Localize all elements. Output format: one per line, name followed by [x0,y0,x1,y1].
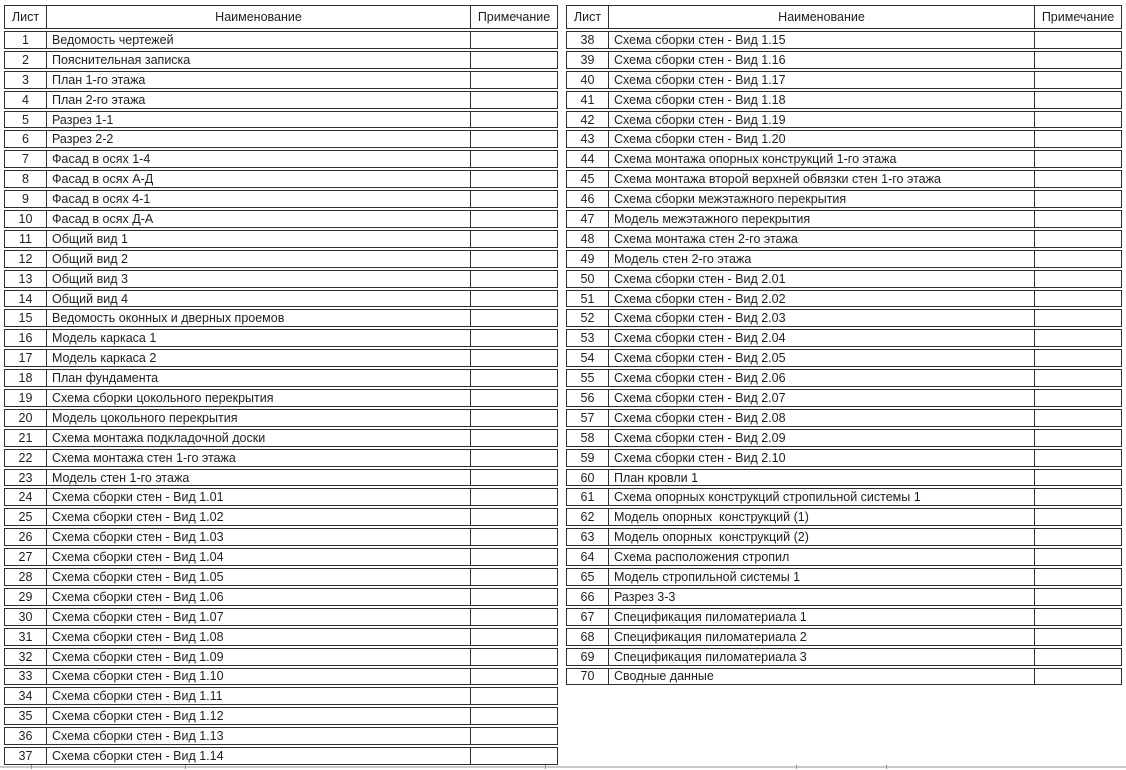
drawing-name-cell: Схема расположения стропил [614,550,790,565]
sheet-number-cell: 8 [5,171,47,187]
table-row [4,71,558,89]
table-row [566,309,1122,327]
bottom-line-tick [886,765,887,769]
sheet-number-cell: 40 [567,72,609,88]
sheet-number-cell: 60 [567,470,609,486]
drawing-name-cell: Модель опорных конструкций (2) [614,530,809,545]
sheet-number-cell: 56 [567,390,609,406]
note-cell [470,649,557,665]
sheet-number-cell: 58 [567,430,609,446]
note-cell [1034,629,1121,645]
sheet-number-cell: 5 [5,112,47,128]
sheet-number-cell: 51 [567,291,609,307]
table-row [566,628,1122,646]
table-row [566,548,1122,566]
drawing-name-cell: Модель межэтажного перекрытия [614,211,811,226]
table-header-row [4,5,558,29]
table-row [4,648,558,666]
drawing-name-cell: Схема сборки стен - Вид 1.12 [52,709,224,724]
sheet-number-cell: 28 [5,569,47,585]
table-row [4,389,558,407]
table-row [4,230,558,248]
drawing-name-cell: Схема сборки цокольного перекрытия [52,390,274,405]
drawing-name-cell: План кровли 1 [614,470,699,485]
sheet-number-cell: 31 [5,629,47,645]
table-row [566,528,1122,546]
note-cell [470,609,557,625]
drawing-name-cell: Схема сборки стен - Вид 1.04 [52,550,224,565]
drawing-name-cell: Фасад в осях А-Д [52,172,154,187]
drawing-name-cell: Спецификация пиломатериала 3 [614,649,807,664]
note-cell [1034,589,1121,605]
note-cell [1034,669,1121,685]
note-cell [470,151,557,167]
note-cell [470,370,557,386]
drawing-name-cell: Схема сборки стен - Вид 1.16 [614,52,786,67]
table-row [566,71,1122,89]
table-row [4,309,558,327]
table-row [566,31,1122,49]
drawing-name-cell: Модель стропильной системы 1 [614,569,801,584]
drawing-name-cell: Фасад в осях 1-4 [52,152,151,167]
sheet-number-cell: 34 [5,688,47,704]
sheet-number-cell: 33 [5,669,47,685]
note-cell [470,470,557,486]
sheet-number-cell: 68 [567,629,609,645]
note-cell [1034,52,1121,68]
sheet-number-cell: 7 [5,151,47,167]
table-row [4,210,558,228]
note-cell [470,669,557,685]
sheet-number-cell: 25 [5,509,47,525]
drawing-name-cell: Схема сборки стен - Вид 1.05 [52,569,224,584]
drawing-name-cell: Схема сборки стен - Вид 1.10 [52,669,224,684]
drawing-name-cell: Ведомость оконных и дверных проемов [52,311,285,326]
sheet-number-cell: 3 [5,72,47,88]
sheet-number-cell: 66 [567,589,609,605]
note-cell [470,52,557,68]
table-row [4,588,558,606]
drawing-name-cell: Схема сборки стен - Вид 1.09 [52,649,224,664]
drawing-name-cell: Схема сборки стен - Вид 2.09 [614,430,786,445]
sheet-number-cell: 17 [5,350,47,366]
drawing-name-cell: Схема сборки стен - Вид 1.18 [614,92,786,107]
note-cell [1034,151,1121,167]
note-cell [1034,390,1121,406]
table-row [4,668,558,686]
sheet-number-cell: 46 [567,191,609,207]
drawing-name-cell: Схема сборки стен - Вид 1.01 [52,490,224,505]
note-cell [470,569,557,585]
sheet-number-cell: 47 [567,211,609,227]
drawing-name-cell: Схема сборки стен - Вид 2.04 [614,331,786,346]
drawing-name-cell: Модель цокольного перекрытия [52,410,238,425]
table-row [566,329,1122,347]
column-header-name: Наименование [778,10,865,24]
table-row [566,608,1122,626]
table-row [4,369,558,387]
drawing-name-cell: Модель стен 1-го этажа [52,470,190,485]
note-cell [470,131,557,147]
drawing-name-cell: Схема сборки стен - Вид 1.20 [614,132,786,147]
table-row [4,429,558,447]
sheet-number-cell: 23 [5,470,47,486]
table-row [566,130,1122,148]
sheet-number-cell: 21 [5,430,47,446]
drawing-name-cell: Схема сборки стен - Вид 1.08 [52,629,224,644]
sheet-number-cell: 63 [567,529,609,545]
drawing-name-cell: Модель стен 2-го этажа [614,251,752,266]
drawing-name-cell: Разрез 2-2 [52,132,114,147]
note-cell [1034,330,1121,346]
sheet-number-cell: 29 [5,589,47,605]
table-row [566,389,1122,407]
sheet-number-cell: 69 [567,649,609,665]
drawing-name-cell: Фасад в осях Д-А [52,211,154,226]
drawing-name-cell: Модель каркаса 2 [52,351,157,366]
note-cell [1034,310,1121,326]
table-row [4,190,558,208]
sheet-number-cell: 65 [567,569,609,585]
note-cell [1034,509,1121,525]
sheet-number-cell: 22 [5,450,47,466]
drawing-name-cell: Схема сборки стен - Вид 2.05 [614,351,786,366]
note-cell [470,728,557,744]
drawing-name-cell: Схема сборки стен - Вид 1.07 [52,609,224,624]
table-row [4,250,558,268]
sheet-number-cell: 37 [5,748,47,764]
sheet-number-cell: 52 [567,310,609,326]
table-row [566,51,1122,69]
drawing-name-cell: Разрез 1-1 [52,112,114,127]
note-cell [470,92,557,108]
sheet-number-cell: 50 [567,271,609,287]
table-row [566,190,1122,208]
drawing-name-cell: План 1-го этажа [52,72,146,87]
table-row [566,648,1122,666]
table-row [566,469,1122,487]
note-cell [1034,211,1121,227]
drawing-register-table-right [566,5,1122,685]
drawing-name-cell: Спецификация пиломатериала 1 [614,609,807,624]
sheet-number-cell: 48 [567,231,609,247]
note-cell [470,211,557,227]
sheet-number-cell: 10 [5,211,47,227]
drawing-name-cell: Общий вид 4 [52,291,128,306]
drawing-name-cell: Спецификация пиломатериала 2 [614,629,807,644]
table-row [4,150,558,168]
drawing-name-cell: Схема сборки стен - Вид 2.01 [614,271,786,286]
note-cell [1034,370,1121,386]
sheet-number-cell: 15 [5,310,47,326]
table-row [4,91,558,109]
table-row [4,409,558,427]
drawing-name-cell: Пояснительная записка [52,52,191,67]
note-cell [470,390,557,406]
sheet-number-cell: 12 [5,251,47,267]
table-row [566,568,1122,586]
note-cell [470,310,557,326]
bottom-line-tick [796,765,797,769]
drawing-name-cell: Схема монтажа опорных конструкций 1-го этажа [614,152,897,167]
table-row [566,488,1122,506]
table-row [566,508,1122,526]
note-cell [470,748,557,764]
drawing-name-cell: Общий вид 2 [52,251,128,266]
drawing-name-cell: План фундамента [52,371,159,386]
sheet-number-cell: 20 [5,410,47,426]
table-row [4,31,558,49]
column-header-sheet: Лист [567,6,609,28]
note-cell [1034,569,1121,585]
sheet-number-cell: 18 [5,370,47,386]
sheet-number-cell: 64 [567,549,609,565]
note-cell [470,271,557,287]
sheet-number-cell: 39 [567,52,609,68]
bottom-line-tick [31,765,32,769]
table-row [566,449,1122,467]
note-cell [1034,430,1121,446]
drawing-name-cell: Схема сборки стен - Вид 1.06 [52,589,224,604]
drawing-name-cell: Схема сборки стен - Вид 1.02 [52,510,224,525]
note-cell [1034,231,1121,247]
drawing-name-cell: Схема сборки стен - Вид 1.13 [52,729,224,744]
table-row [566,290,1122,308]
table-row [4,469,558,487]
note-cell [470,330,557,346]
sheet-number-cell: 24 [5,489,47,505]
drawing-name-cell: Модель опорных конструкций (1) [614,510,809,525]
sheet-number-cell: 67 [567,609,609,625]
table-row [566,91,1122,109]
table-row [4,747,558,765]
table-row [4,488,558,506]
drawing-name-cell: Общий вид 3 [52,271,128,286]
drawing-name-cell: Схема сборки стен - Вид 2.02 [614,291,786,306]
table-row [4,270,558,288]
drawing-name-cell: Сводные данные [614,669,714,684]
note-cell [1034,291,1121,307]
note-cell [1034,191,1121,207]
drawing-name-cell: Схема сборки стен - Вид 2.08 [614,410,786,425]
note-cell [1034,609,1121,625]
table-row [566,250,1122,268]
table-header-row [566,5,1122,29]
sheet-number-cell: 11 [5,231,47,247]
note-cell [1034,549,1121,565]
bottom-line-tick [545,765,546,769]
note-cell [1034,131,1121,147]
note-cell [1034,72,1121,88]
sheet-number-cell: 36 [5,728,47,744]
table-row [4,508,558,526]
drawing-name-cell: Схема сборки стен - Вид 1.03 [52,530,224,545]
sheet-number-cell: 27 [5,549,47,565]
note-cell [470,350,557,366]
table-row [566,369,1122,387]
drawing-name-cell: Схема опорных конструкций стропильной системы 1 [614,490,921,505]
sheet-number-cell: 59 [567,450,609,466]
sheet-number-cell: 43 [567,131,609,147]
sheet-number-cell: 42 [567,112,609,128]
note-cell [470,489,557,505]
note-cell [1034,251,1121,267]
bottom-line-tick [185,765,186,769]
table-row [4,130,558,148]
table-row [4,548,558,566]
table-row [4,449,558,467]
drawing-name-cell: Схема монтажа стен 1-го этажа [52,450,236,465]
sheet-number-cell: 57 [567,410,609,426]
table-row [566,409,1122,427]
drawing-register-table-left [4,5,558,765]
drawing-name-cell: Схема сборки стен - Вид 1.11 [52,689,223,704]
sheet-number-cell: 32 [5,649,47,665]
note-cell [1034,112,1121,128]
note-cell [470,410,557,426]
sheet-number-cell: 6 [5,131,47,147]
note-cell [470,72,557,88]
table-row [4,51,558,69]
table-row [566,668,1122,686]
note-cell [470,529,557,545]
sheet-number-cell: 53 [567,330,609,346]
sheet-number-cell: 30 [5,609,47,625]
sheet-number-cell: 54 [567,350,609,366]
sheet-number-cell: 2 [5,52,47,68]
note-cell [1034,271,1121,287]
note-cell [470,112,557,128]
sheet-number-cell: 44 [567,151,609,167]
column-header-sheet: Лист [5,6,47,28]
table-row [4,290,558,308]
sheet-number-cell: 14 [5,291,47,307]
sheet-number-cell: 38 [567,32,609,48]
note-cell [1034,92,1121,108]
sheet-number-cell: 45 [567,171,609,187]
drawing-name-cell: Схема сборки межэтажного перекрытия [614,192,847,207]
sheet-number-cell: 62 [567,509,609,525]
drawing-name-cell: Схема сборки стен - Вид 1.14 [52,749,224,763]
column-header-name: Наименование [215,10,302,24]
drawing-name-cell: Схема сборки стен - Вид 2.03 [614,311,786,326]
note-cell [470,231,557,247]
note-cell [1034,649,1121,665]
drawing-name-cell: Схема сборки стен - Вид 1.15 [614,32,786,47]
note-cell [1034,529,1121,545]
table-row [4,608,558,626]
table-row [4,349,558,367]
sheet-number-cell: 49 [567,251,609,267]
note-cell [470,708,557,724]
note-cell [470,430,557,446]
sheet-number-cell: 26 [5,529,47,545]
note-cell [470,589,557,605]
note-cell [470,509,557,525]
table-row [566,230,1122,248]
drawing-name-cell: Фасад в осях 4-1 [52,192,151,207]
sheet-number-cell: 9 [5,191,47,207]
note-cell [1034,410,1121,426]
sheet-number-cell: 13 [5,271,47,287]
sheet-number-cell: 55 [567,370,609,386]
note-cell [1034,450,1121,466]
table-row [566,429,1122,447]
column-header-note: Примечание [470,6,557,28]
drawing-name-cell: План 2-го этажа [52,92,146,107]
table-row [4,568,558,586]
note-cell [470,549,557,565]
sheet-number-cell: 1 [5,32,47,48]
note-cell [1034,470,1121,486]
sheet-number-cell: 41 [567,92,609,108]
drawing-name-cell: Схема монтажа стен 2-го этажа [614,231,798,246]
note-cell [470,32,557,48]
table-row [566,210,1122,228]
drawing-name-cell: Схема монтажа второй верхней обвязки стен 1-го этажа [614,172,941,187]
sheet-number-cell: 70 [567,669,609,685]
sheet-number-cell: 19 [5,390,47,406]
drawing-name-cell: Ведомость чертежей [52,32,174,47]
next-page-top-edge-line [0,766,1126,768]
note-cell [1034,489,1121,505]
sheet-number-cell: 35 [5,708,47,724]
table-row [566,588,1122,606]
sheet-number-cell: 16 [5,330,47,346]
table-row [4,170,558,188]
note-cell [470,629,557,645]
drawing-name-cell: Общий вид 1 [52,231,128,246]
drawing-name-cell: Схема сборки стен - Вид 2.10 [614,450,786,465]
note-cell [470,688,557,704]
drawing-name-cell: Схема сборки стен - Вид 2.06 [614,371,786,386]
column-header-note: Примечание [1034,6,1121,28]
table-row [4,687,558,705]
table-row [566,270,1122,288]
table-row [4,528,558,546]
drawing-name-cell: Разрез 3-3 [614,589,676,604]
drawing-name-cell: Схема монтажа подкладочной доски [52,430,266,445]
table-row [566,111,1122,129]
drawing-name-cell: Схема сборки стен - Вид 1.17 [614,72,786,87]
note-cell [470,291,557,307]
drawing-name-cell: Схема сборки стен - Вид 2.07 [614,390,786,405]
sheet-number-cell: 4 [5,92,47,108]
note-cell [1034,171,1121,187]
table-row [4,111,558,129]
table-row [4,727,558,745]
note-cell [470,450,557,466]
table-row [566,349,1122,367]
note-cell [470,251,557,267]
table-row [4,329,558,347]
note-cell [470,171,557,187]
table-row [566,150,1122,168]
table-row [566,170,1122,188]
table-row [4,628,558,646]
sheet-number-cell: 61 [567,489,609,505]
note-cell [470,191,557,207]
drawing-name-cell: Модель каркаса 1 [52,331,157,346]
drawing-name-cell: Схема сборки стен - Вид 1.19 [614,112,786,127]
note-cell [1034,32,1121,48]
table-row [4,707,558,725]
note-cell [1034,350,1121,366]
